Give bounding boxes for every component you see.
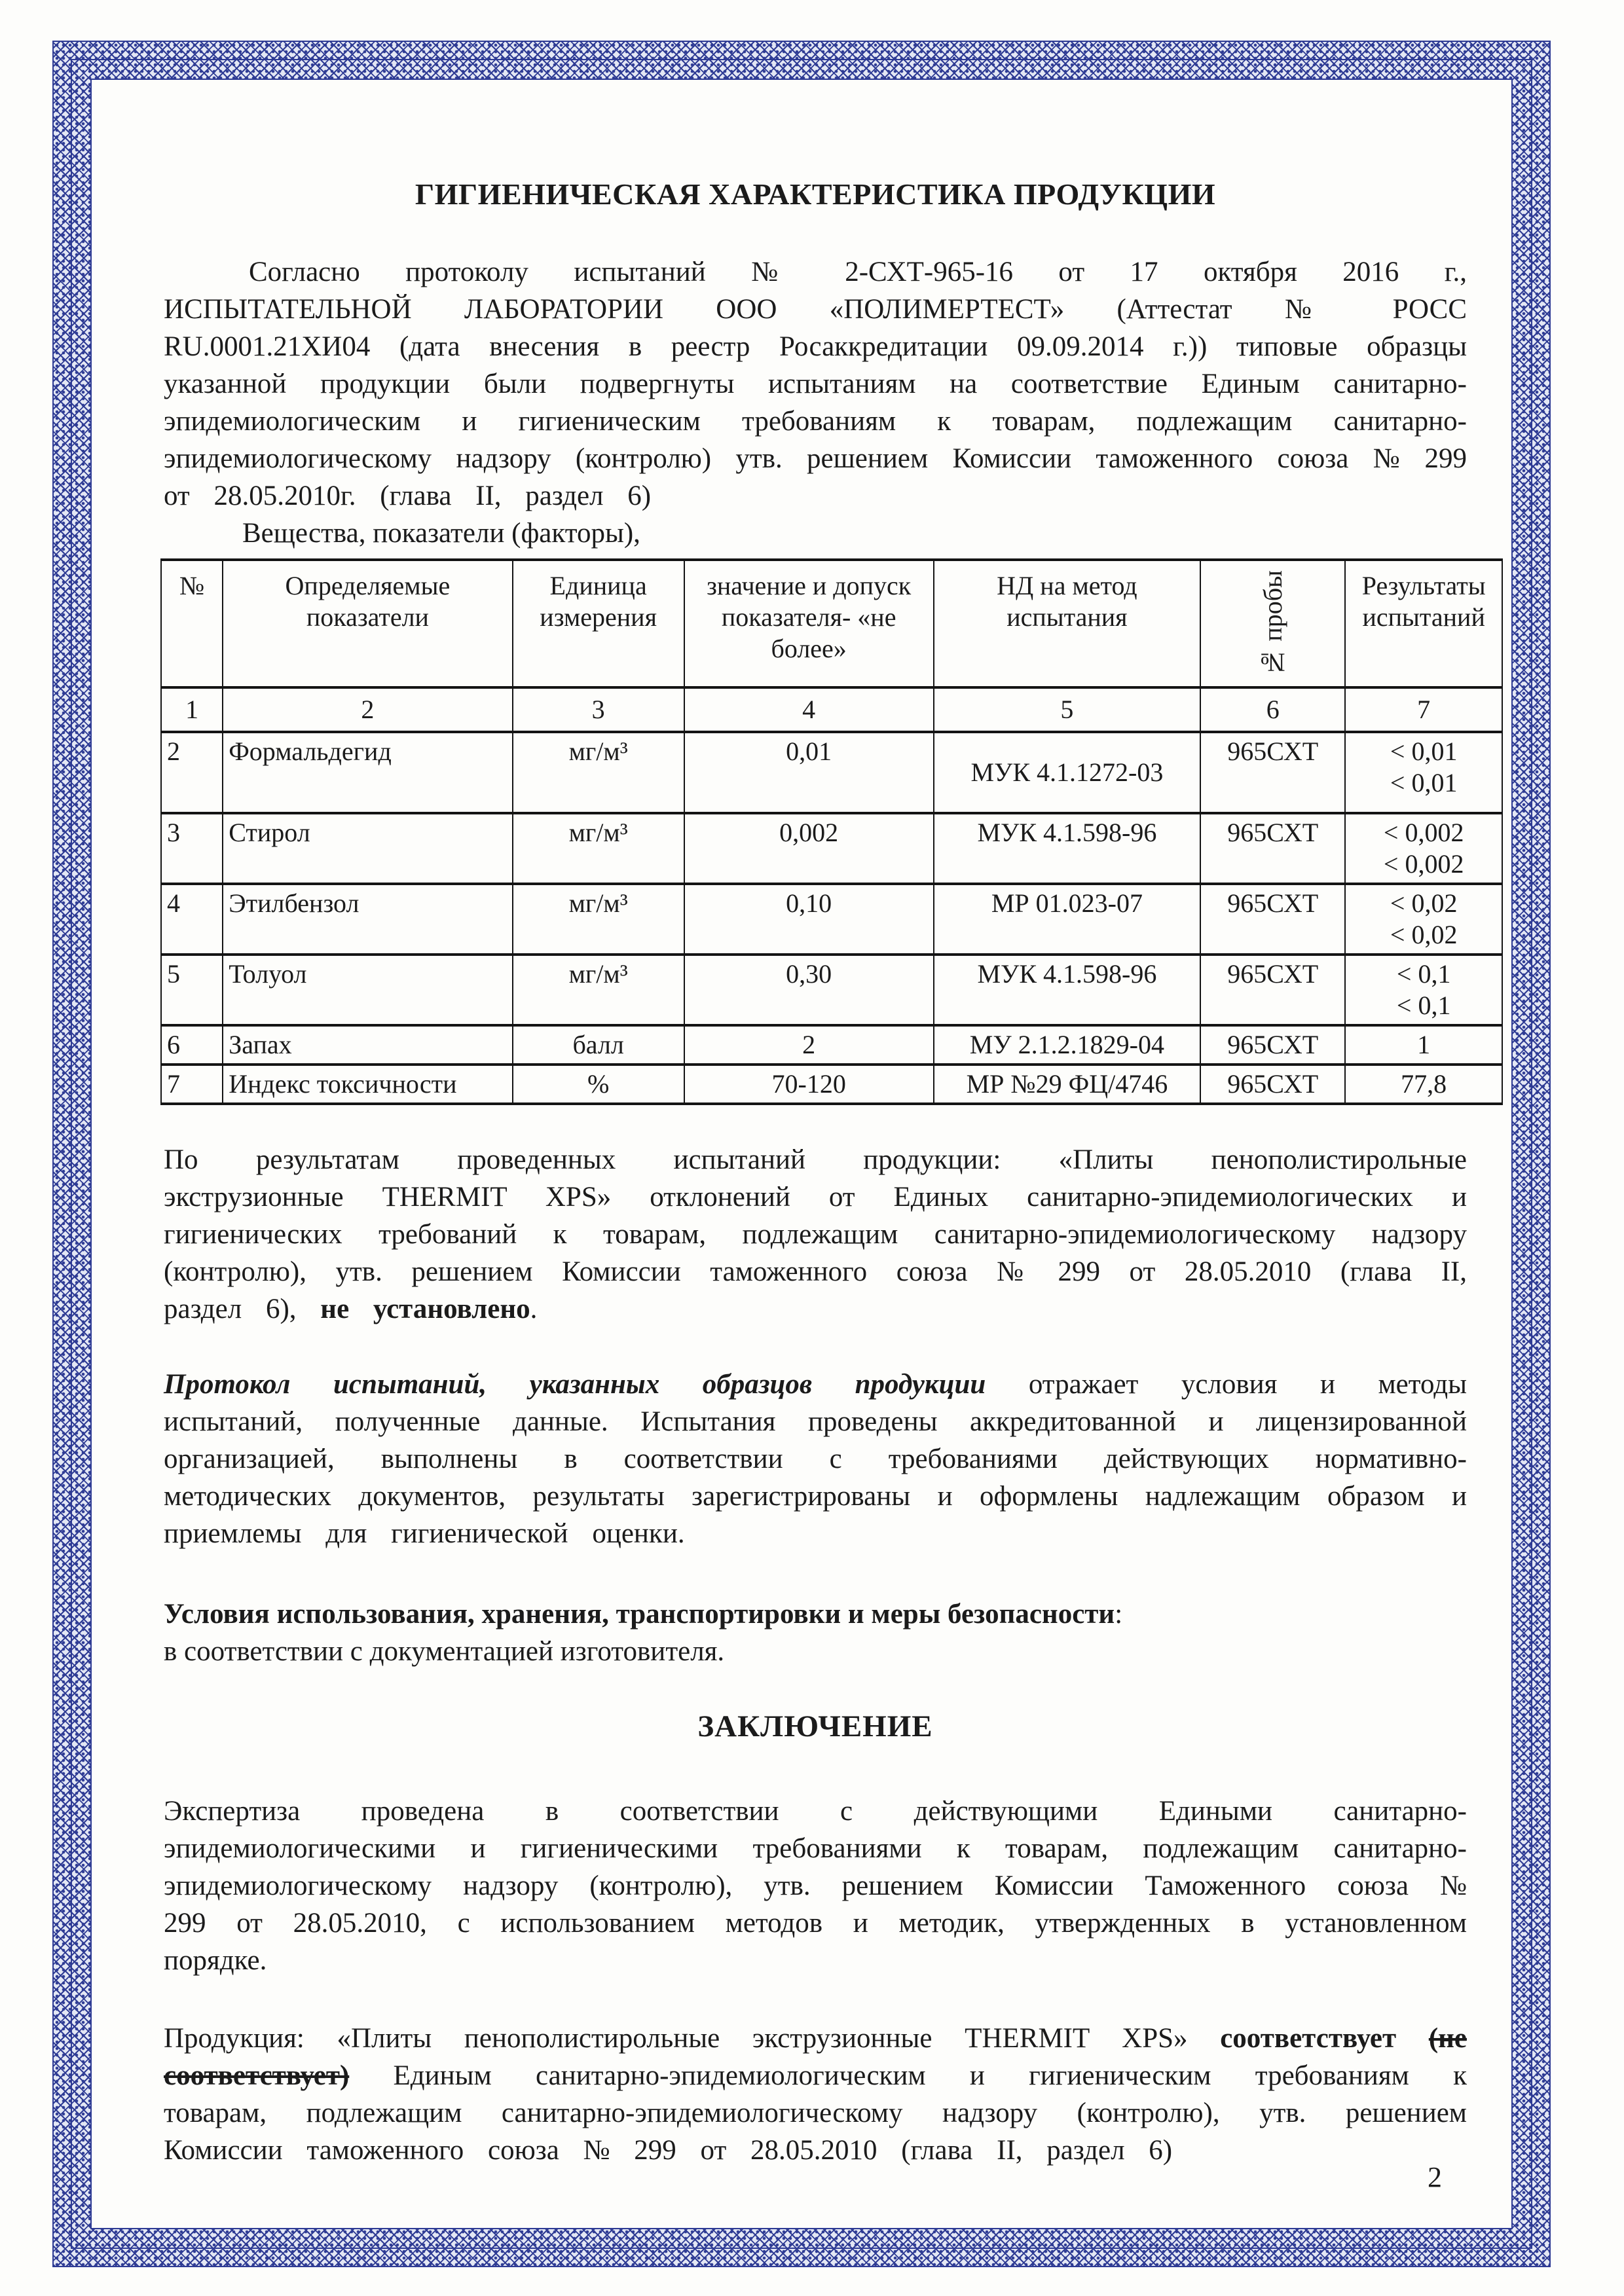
column-header-method: НД на метод испытания: [934, 560, 1201, 687]
results-period: .: [530, 1294, 538, 1324]
column-header-results: Результаты испытаний: [1345, 560, 1502, 687]
method-standard: МР 01.023-07: [934, 884, 1201, 955]
table-row: [161, 732, 1502, 813]
result-values: [1351, 736, 1496, 799]
method-standard: МУК 4.1.1272-03: [934, 732, 1201, 813]
result-values: [1351, 888, 1496, 951]
substance-name: Индекс токсичности: [223, 1065, 512, 1104]
row-number: 5: [161, 955, 223, 1025]
sample-number: 965СХТ: [1200, 884, 1345, 955]
conditions-paragraph: [164, 1595, 1467, 1670]
result-value: < 0,01: [1390, 768, 1458, 797]
column-header-sample: [1200, 560, 1345, 687]
limit-value: 0,002: [684, 813, 934, 884]
method-standard: МУ 2.1.2.1829-04: [934, 1025, 1201, 1065]
result-value: < 0,1: [1396, 991, 1451, 1020]
results-text: По результатам проведенных испытаний продукции: «Плиты пенополистирольные экструзионные THERMIT XPS» отклонений от Единых санитарно-эпидемиологических и гигиенических требований к товарам, подлежащим санитарно-эпидемиологическому надзору (контролю), утв. решением Комиссии таможенного союза № 299 от 28.05.2010 (глава II, раздел 6),: [164, 1144, 1467, 1324]
column-header-number: №: [161, 560, 223, 687]
method-standard: МР №29 ФЦ/4746: [934, 1065, 1201, 1104]
result-value: < 0,02: [1390, 920, 1458, 949]
sample-number: 965СХТ: [1200, 732, 1345, 813]
test-results-cell: [1345, 1025, 1502, 1065]
method-standard: МУК 4.1.598-96: [934, 813, 1201, 884]
row-number: 4: [161, 884, 223, 955]
result-values: [1351, 1029, 1496, 1061]
product-complies-bold: соответствует: [1220, 2023, 1429, 2054]
document-content: [164, 77, 1486, 2169]
test-results-cell: [1345, 813, 1502, 884]
table-row: [161, 1065, 1502, 1104]
result-value: < 0,02: [1390, 888, 1458, 918]
limit-value: 2: [684, 1025, 934, 1065]
page-title: ГИГИЕНИЧЕСКАЯ ХАРАКТЕРИСТИКА ПРОДУКЦИИ: [415, 177, 1216, 211]
page-number: 2: [1428, 2161, 1442, 2193]
unit-of-measure: %: [513, 1065, 684, 1104]
sample-number: 965СХТ: [1200, 1065, 1345, 1104]
test-results-cell: [1345, 884, 1502, 955]
sample-number: 965СХТ: [1200, 813, 1345, 884]
results-not-found-bold: не установлено: [320, 1294, 530, 1324]
protocol-paragraph: [164, 1366, 1467, 1552]
product-not-complies-struck: (не соответствует): [164, 2023, 1467, 2091]
limit-value: 0,01: [684, 732, 934, 813]
result-values: [1351, 1068, 1496, 1100]
unit-of-measure: балл: [513, 1025, 684, 1065]
product-text-rest: Единым санитарно-эпидемиологическим и гигиеническим требованиям к товарам, подлежащим санитарно-эпидемиологическому надзору (контролю), утв. решением Комиссии таможенного союза № 299 от 28.05.2010 (глава II, раздел 6): [164, 2060, 1467, 2166]
result-value: < 0,002: [1383, 849, 1464, 879]
limit-value: 70-120: [684, 1065, 934, 1104]
row-number: 7: [161, 1065, 223, 1104]
column-number: 4: [684, 687, 934, 732]
row-number: 2: [161, 732, 223, 813]
column-header-limit: значение и допуск показателя- «не более»: [684, 560, 934, 687]
protocol-text: отражает условия и методы испытаний, полученные данные. Испытания проведены аккредитованной и лицензированной организацией, выполнены в соответствии с требованиями действующих нормативно-методических документов, результаты зарегистрированы и оформлены надлежащим образом и приемлемы для гигиенической оценки.: [164, 1369, 1467, 1549]
table-row: [161, 813, 1502, 884]
column-number: 5: [934, 687, 1201, 732]
table-row: [161, 884, 1502, 955]
test-results-cell: [1345, 732, 1502, 813]
column-header-unit: Единица измерения: [513, 560, 684, 687]
sample-number: 965СХТ: [1200, 955, 1345, 1025]
table-row: [161, 1025, 1502, 1065]
substance-name: Стирол: [223, 813, 512, 884]
intro-paragraph: Согласно протоколу испытаний № 2-СХТ-965-16 от 17 октября 2016 г., ИСПЫТАТЕЛЬНОЙ ЛАБОРАТОРИИ ООО «ПОЛИМЕРТЕСТ» (Аттестат № РОСС RU.0001.21ХИ04 (дата внесения в реестр Росаккредитации 09.09.2014 г.)) типовые образцы указанной продукции были подвергнуты испытаниям на соответствие Единым санитарно-эпидемиологическим и гигиеническим требованиям к товарам, подлежащим санитарно-эпидемиологическому надзору (контролю) утв. решением Комиссии таможенного союза № 299 от 28.05.2010г. (глава II, раздел 6): [164, 257, 1467, 511]
limit-value: 0,30: [684, 955, 934, 1025]
column-number: 3: [513, 687, 684, 732]
unit-of-measure: мг/м³: [513, 732, 684, 813]
unit-of-measure: мг/м³: [513, 884, 684, 955]
column-header-indicators: Определяемые показатели: [223, 560, 512, 687]
result-values: [1351, 958, 1496, 1021]
conditions-text: в соответствии с документацией изготовителя.: [164, 1636, 725, 1667]
method-standard: МУК 4.1.598-96: [934, 955, 1201, 1025]
unit-of-measure: мг/м³: [513, 955, 684, 1025]
sample-header-vertical-text: № пробы: [1257, 570, 1287, 678]
test-results-table: [160, 558, 1503, 1105]
test-results-cell: [1345, 955, 1502, 1025]
sample-number: 965СХТ: [1200, 1025, 1345, 1065]
row-number: 3: [161, 813, 223, 884]
conditions-colon: :: [1115, 1599, 1123, 1630]
column-numbers-row: [161, 687, 1502, 732]
table-header-row: [161, 560, 1502, 687]
product-paragraph: [164, 2020, 1467, 2169]
column-number: 6: [1200, 687, 1345, 732]
column-number: 7: [1345, 687, 1502, 732]
table-row: [161, 955, 1502, 1025]
substance-name: Формальдегид: [223, 732, 512, 813]
result-value: 1: [1417, 1030, 1431, 1059]
result-value: < 0,01: [1390, 737, 1458, 766]
substance-name: Толуол: [223, 955, 512, 1025]
result-value: < 0,002: [1383, 818, 1464, 847]
test-results-cell: [1345, 1065, 1502, 1104]
column-number: 2: [223, 687, 512, 732]
result-value: < 0,1: [1396, 959, 1451, 989]
column-number: 1: [161, 687, 223, 732]
expertise-paragraph: Экспертиза проведена в соответствии с действующими Едиными санитарно-эпидемиологическими и гигиеническими требованиями к товарам, подлежащим санитарно-эпидемиологическому надзору (контролю), утв. решением Комиссии Таможенного союза № 299 от 28.05.2010, с использованием методов и методик, утвержденных в установленном порядке.: [164, 1796, 1467, 1976]
product-text: Продукция: «Плиты пенополистирольные экструзионные THERMIT XPS»: [164, 2023, 1221, 2054]
unit-of-measure: мг/м³: [513, 813, 684, 884]
conclusion-heading: ЗАКЛЮЧЕНИЕ: [697, 1709, 933, 1743]
substance-name: Запах: [223, 1025, 512, 1065]
conditions-heading-bold: Условия использования, хранения, транспортировки и меры безопасности: [164, 1599, 1115, 1630]
results-paragraph: [164, 1141, 1467, 1328]
substance-name: Этилбензол: [223, 884, 512, 955]
limit-value: 0,10: [684, 884, 934, 955]
substances-line: Вещества, показатели (факторы),: [242, 518, 640, 549]
result-values: [1351, 817, 1496, 880]
row-number: 6: [161, 1025, 223, 1065]
result-value: 77,8: [1401, 1069, 1447, 1099]
protocol-lead-bold-italic: Протокол испытаний, указанных образцов продукции: [164, 1369, 986, 1400]
